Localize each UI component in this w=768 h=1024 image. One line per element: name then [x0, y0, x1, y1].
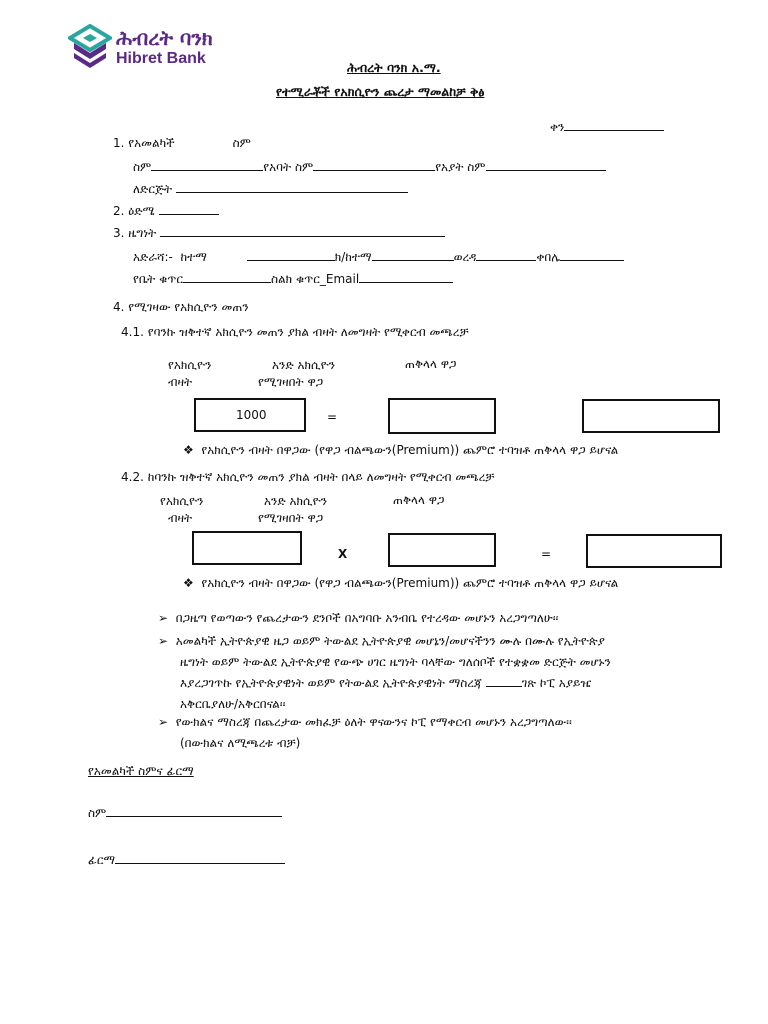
s41-col1-header: የአክሲዮን ብዛት	[168, 358, 212, 389]
name-label: ስም	[133, 160, 152, 174]
house-no-label: የቤት ቁጥር	[133, 272, 183, 286]
s41-col2-header: አንድ አክሲዮን የሚገዛበት ዋጋ	[258, 358, 335, 389]
s41-equals: =	[327, 410, 338, 424]
signature-sign-field[interactable]	[115, 851, 285, 864]
s41-col3-header: ጠቅላላ ዋጋ	[405, 357, 457, 371]
father-name-label: የአባት ስም	[263, 160, 314, 174]
age-label: 2. ዕድሜ	[113, 204, 155, 218]
logo-english: Hibret Bank	[116, 50, 206, 67]
form-title: የተሚራቾች የአክሲዮን ጨረታ ማመልከቻ ቅፅ	[276, 84, 485, 99]
arrow-bullet-icon: ➢	[158, 715, 169, 729]
s41-quantity-value: 1000	[236, 408, 267, 422]
bank-logo	[68, 24, 228, 72]
grandfather-name-field[interactable]	[486, 158, 606, 171]
s42-col3-header: ጠቅላላ ዋጋ	[393, 493, 445, 507]
woreda-label: ወረዳ	[453, 250, 477, 264]
signature-sign-label: ፊርማ	[88, 853, 116, 867]
s42-col1-header: የአክሲዮን ብዛት	[160, 494, 204, 525]
kebele-field[interactable]	[560, 248, 624, 261]
kebele-label: ቀበሌ	[536, 250, 561, 264]
age-row	[113, 202, 219, 219]
declaration-1: ➢ በጋዜጣ የወጣውን የጨረታውን ደንቦች በአግባቡ አንብቤ የተረዳው መሆኑን አረጋግጣለሁ፡፡	[158, 611, 559, 625]
date-row	[550, 118, 664, 135]
nationality-label: 3. ዜግነት	[113, 226, 157, 240]
city-label: ከተማ	[180, 250, 207, 264]
s41-total-box[interactable]	[582, 399, 720, 433]
section-4-1-label: 4.1. የባንኩ ዝቅተኛ አክሲዮን መጠን ያክል ብዛት ለመግዛት የሚቀርብ መጫረቻ	[121, 325, 469, 339]
declaration-3: ➢ የውክልና ማስረጃ በጨረታው መክፈቻ ዕለት ዋናውንና ኮፒ የማቀርብ መሆኑን አረጋግጣለው፡፡ (በውክልና ለሚጫረቱ ብቻ)	[158, 715, 572, 750]
father-name-field[interactable]	[313, 158, 435, 171]
section-4-label: 4. የሚገዛው የአክሲዮን መጠን	[113, 300, 249, 314]
diamond-bullet-icon: ❖	[183, 576, 194, 590]
section-1-label: 1. የአመልካች ስም	[113, 136, 251, 150]
bank-name: ሕብረት ባንክ አ.ማ.	[347, 60, 441, 75]
s42-quantity-box[interactable]	[192, 531, 302, 565]
date-field[interactable]	[564, 118, 664, 131]
signature-title: የአመልካች ስምና ፊርማ	[88, 764, 194, 778]
email-field[interactable]	[359, 270, 453, 283]
contact-row	[133, 270, 453, 287]
s42-equals: =	[541, 547, 552, 561]
phone-label: ስልክ ቁጥር	[271, 272, 320, 286]
grandfather-name-label: የአያት ስም	[435, 160, 486, 174]
s42-multiply: X	[338, 547, 348, 561]
nationality-field[interactable]	[160, 224, 445, 237]
subcity-label: ክ/ከተማ	[334, 250, 372, 264]
s41-unit-price-box[interactable]	[388, 398, 496, 434]
document-pages-field[interactable]	[486, 674, 522, 687]
org-field[interactable]	[176, 180, 408, 193]
house-no-field[interactable]	[183, 270, 271, 283]
hibret-bank-logo-icon	[68, 24, 112, 70]
email-label: _Email	[319, 272, 360, 286]
address-label: አድራሻ:-	[133, 250, 173, 264]
subcity-field[interactable]	[372, 248, 454, 261]
s42-col2-header: አንድ አክሲዮን የሚገዛበት ዋጋ	[258, 494, 327, 525]
name-row	[133, 158, 606, 175]
s42-note: ❖ የአክሲዮን ብዛት በዋጋው (የዋጋ ብልጫውን(Premium)) ጨምሮ ተባዝቶ ጠቅላላ ዋጋ ይሆናል	[183, 576, 619, 590]
section-4-2-label: 4.2. ከባንኩ ዝቅተኛ አክሲዮን መጠን ያክል ብዛት በላይ ለመግዛት የሚቀርብ መጫረቻ	[121, 470, 495, 484]
org-row	[133, 180, 408, 197]
s42-total-box[interactable]	[586, 534, 722, 568]
org-label: ለድርጅት	[133, 182, 173, 196]
s41-note: ❖ የአክሲዮን ብዛት በዋጋው (የዋጋ ብልጫውን(Premium)) ጨምሮ ተባዝቶ ጠቅላላ ዋጋ ይሆናል	[183, 443, 619, 457]
s42-unit-price-box[interactable]	[388, 533, 496, 567]
nationality-row	[113, 224, 445, 241]
signature-name-field[interactable]	[106, 804, 282, 817]
woreda-field[interactable]	[476, 248, 536, 261]
logo-amharic: ሕብረት ባንክ	[116, 26, 213, 50]
name-field[interactable]	[151, 158, 263, 171]
signature-name-label: ስም	[88, 806, 107, 820]
arrow-bullet-icon: ➢	[158, 634, 169, 648]
diamond-bullet-icon: ❖	[183, 443, 194, 457]
arrow-bullet-icon: ➢	[158, 611, 169, 625]
city-field[interactable]	[247, 248, 335, 261]
age-field[interactable]	[159, 202, 219, 215]
address-row	[133, 248, 624, 265]
declaration-2: ➢ አመልካች ኢትዮጵያዊ ዜጋ ወይም ትውልደ ኢትዮጵያዊ መሆኔን/መሆናችንን ሙሉ በሙሉ የኢትዮጵያ ዜግነት ወይም ትውልደ ኢትዮጵያዊ የውጭ ሀገር ዜግነት ባላቸው ግለሰቦች የተቋቋመ ድርጅት መሆኑን እያረጋገጥኩ የኢትዮጵያዊነት ወይም የትውልደ ኢትዮጵያዊነት ማስረጃ ገጽ ኮፒ አያይዤ አቅርቤያለሁ/አቅርበናል፡፡	[158, 634, 611, 711]
signature-sign-row	[88, 851, 285, 868]
signature-name-row	[88, 804, 282, 821]
s41-quantity-box[interactable]	[194, 398, 306, 432]
date-label: ቀን	[550, 120, 565, 134]
